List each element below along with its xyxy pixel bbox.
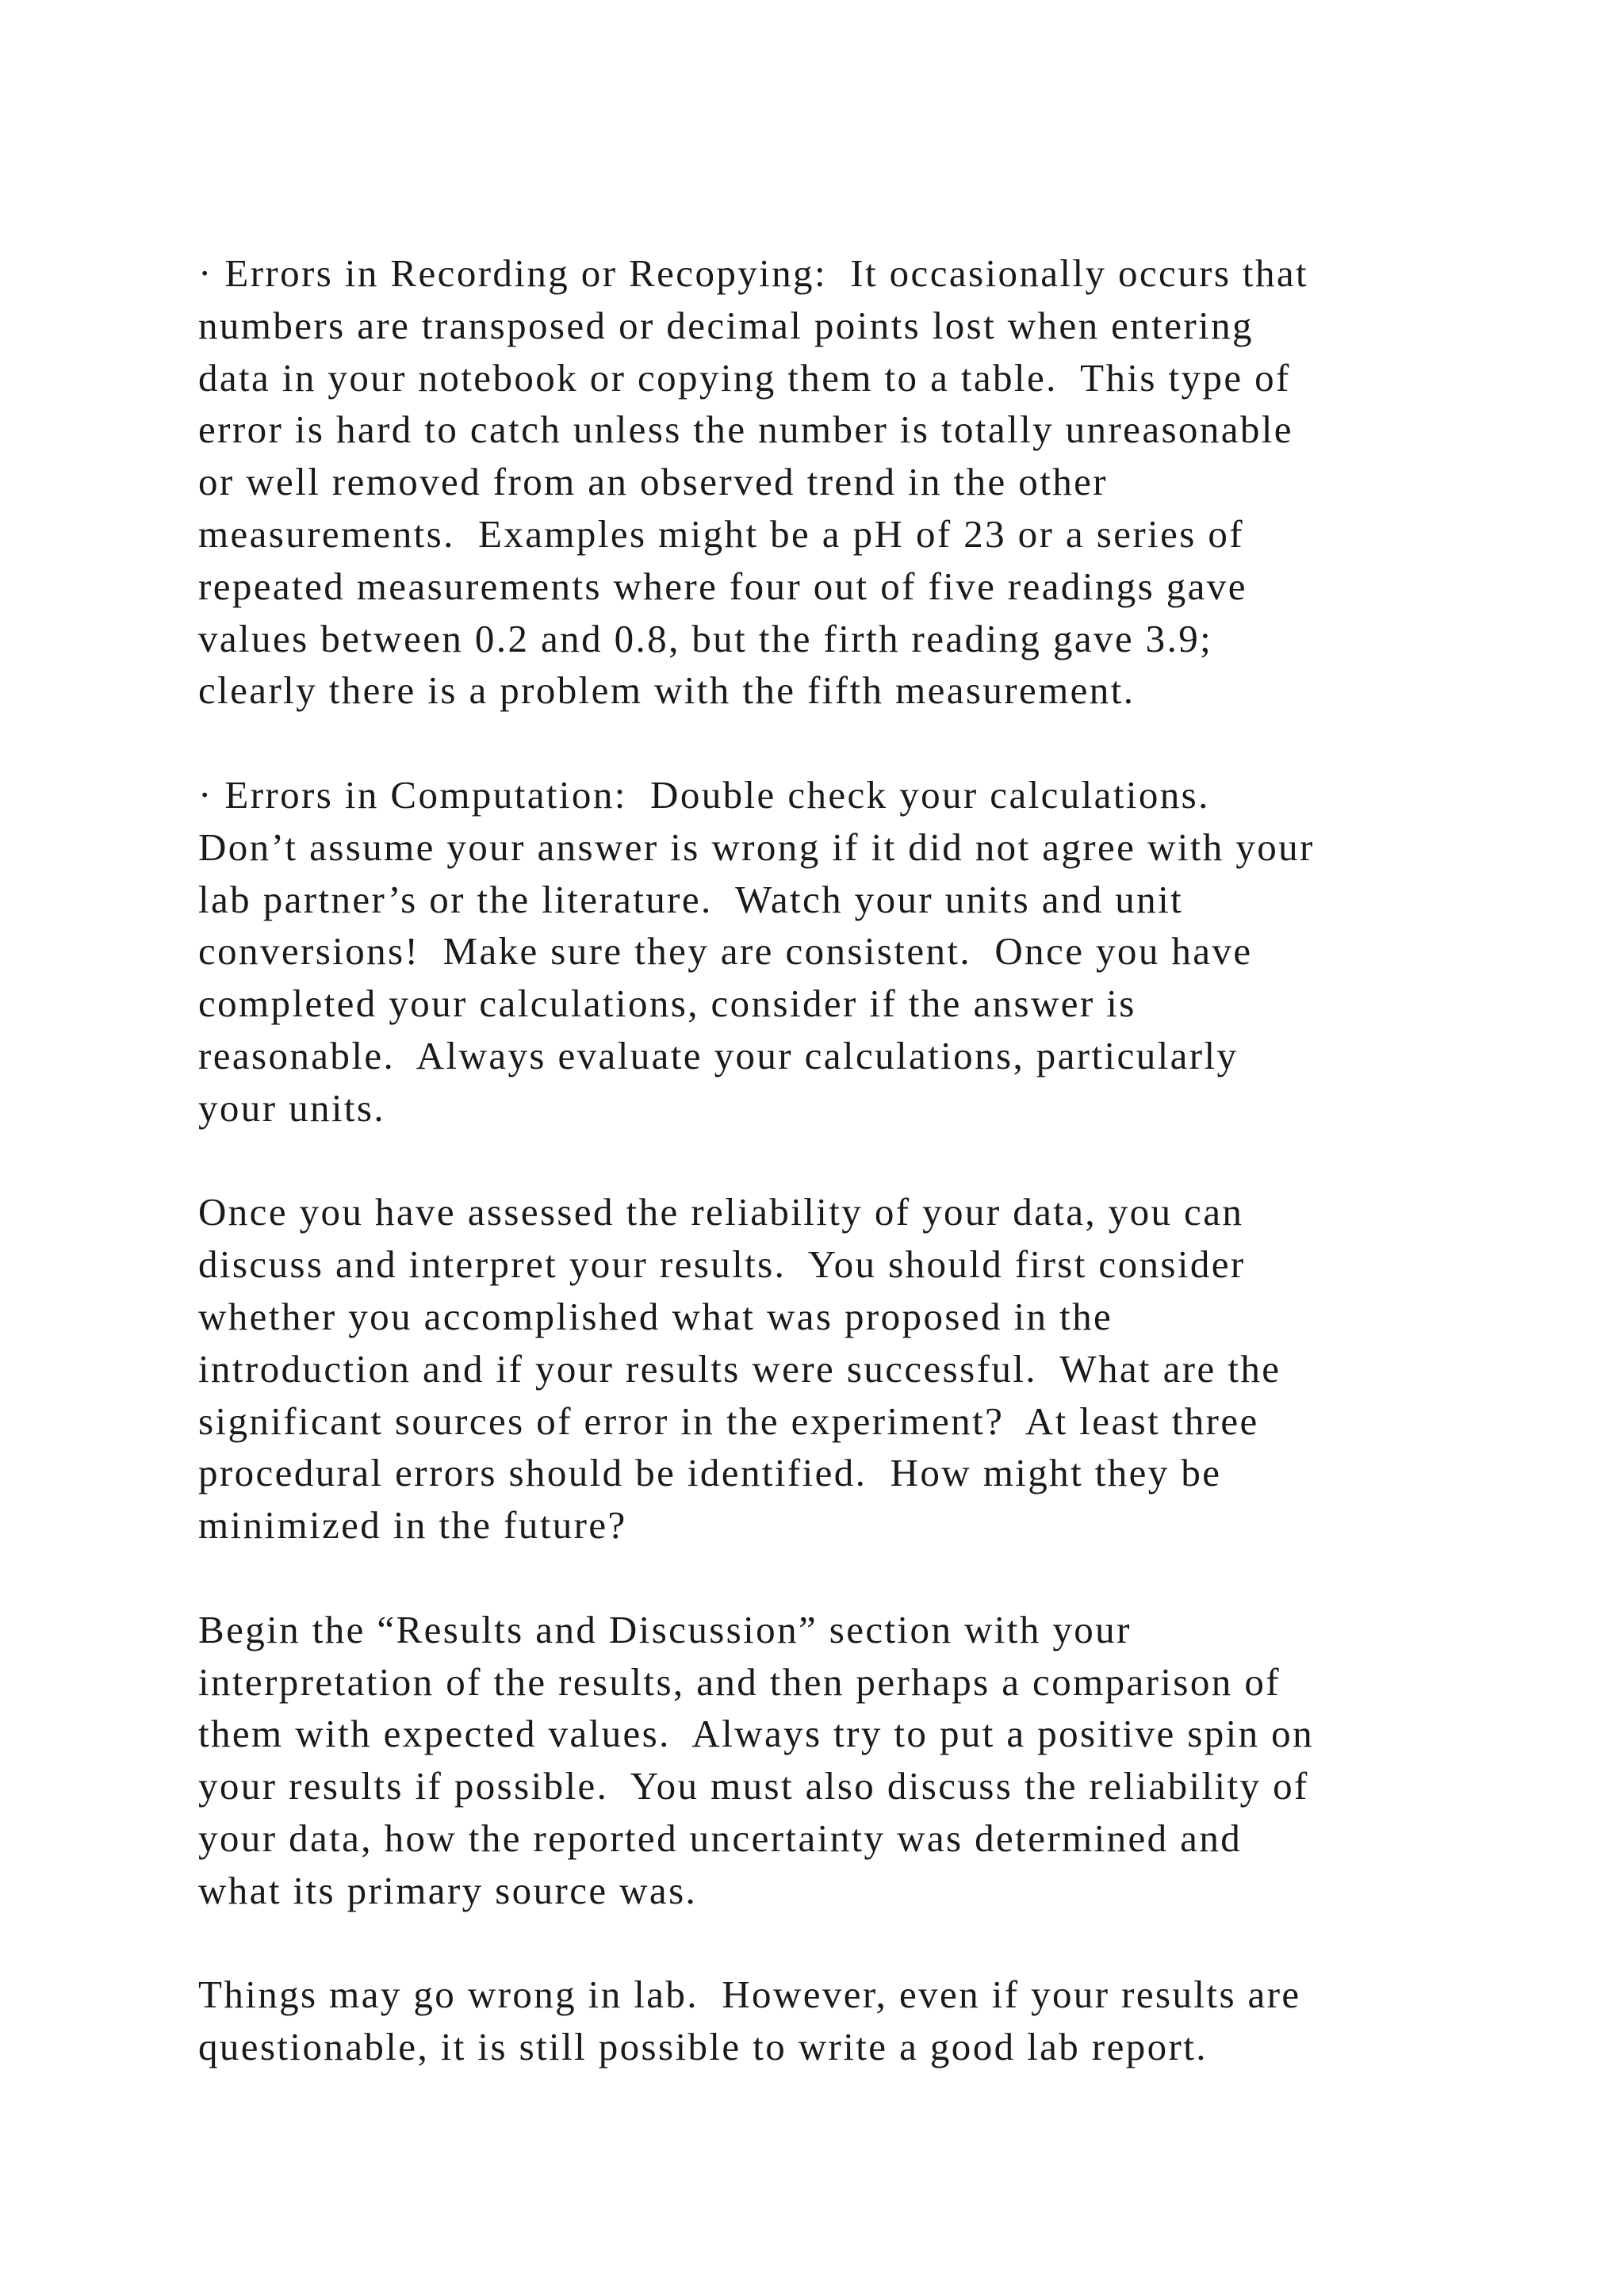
paragraph-things-may-go-wrong bbox=[198, 1969, 1499, 2073]
paragraph-results-and-discussion bbox=[198, 1604, 1499, 1917]
text-line: your data, how the reported uncertainty was determined and bbox=[198, 1816, 1243, 1860]
document-body bbox=[198, 247, 1499, 2126]
text-line: or well removed from an observed trend in the other bbox=[198, 460, 1108, 504]
text-line: Begin the “Results and Discussion” section with your bbox=[198, 1607, 1132, 1651]
text-line: whether you accomplished what was proposed in the bbox=[198, 1294, 1113, 1338]
text-line: significant sources of error in the experiment? At least three bbox=[198, 1399, 1259, 1443]
text-line: your results if possible. You must also discuss the reliability of bbox=[198, 1764, 1309, 1808]
text-line: discuss and interpret your results. You should first consider bbox=[198, 1242, 1246, 1287]
text-line: · Errors in Computation: Double check your calculations. bbox=[198, 772, 1210, 817]
text-line: procedural errors should be identified. How might they be bbox=[198, 1451, 1222, 1495]
text-line: · Errors in Recording or Recopying: It occasionally occurs that bbox=[198, 251, 1309, 295]
text-line: clearly there is a problem with the fifth measurement. bbox=[198, 668, 1136, 713]
text-line: them with expected values. Always try to put a positive spin on bbox=[198, 1712, 1314, 1756]
text-line: minimized in the future? bbox=[198, 1503, 627, 1548]
text-line: repeated measurements where four out of five readings gave bbox=[198, 564, 1247, 608]
text-line: introduction and if your results were successful. What are the bbox=[198, 1346, 1281, 1391]
text-line: interpretation of the results, and then perhaps a comparison of bbox=[198, 1659, 1281, 1704]
text-line: reasonable. Always evaluate your calculations, particularly bbox=[198, 1033, 1239, 1077]
text-line: Don’t assume your answer is wrong if it did not agree with your bbox=[198, 825, 1315, 869]
text-line: Things may go wrong in lab. However, even if your results are bbox=[198, 1973, 1301, 2017]
paragraph-errors-in-computation bbox=[198, 769, 1499, 1135]
text-line: your units. bbox=[198, 1085, 386, 1130]
text-line: conversions! Make sure they are consistent. Once you have bbox=[198, 929, 1253, 974]
text-line: completed your calculations, consider if the answer is bbox=[198, 982, 1136, 1026]
paragraph-assess-reliability bbox=[198, 1186, 1499, 1552]
text-line: questionable, it is still possible to write a good lab report. bbox=[198, 2025, 1208, 2069]
text-line: numbers are transposed or decimal points lost when entering bbox=[198, 303, 1254, 347]
text-line: measurements. Examples might be a pH of 23 or a series of bbox=[198, 511, 1244, 556]
text-line: Once you have assessed the reliability of your data, you can bbox=[198, 1190, 1244, 1234]
text-line: values between 0.2 and 0.8, but the firth reading gave 3.9; bbox=[198, 616, 1213, 660]
text-line: data in your notebook or copying them to a table. This type of bbox=[198, 355, 1291, 400]
text-line: what its primary source was. bbox=[198, 1868, 698, 1912]
text-line: error is hard to catch unless the number is totally unreasonable bbox=[198, 408, 1293, 452]
text-line: lab partner’s or the literature. Watch your units and unit bbox=[198, 877, 1184, 921]
paragraph-errors-in-recording bbox=[198, 247, 1499, 717]
